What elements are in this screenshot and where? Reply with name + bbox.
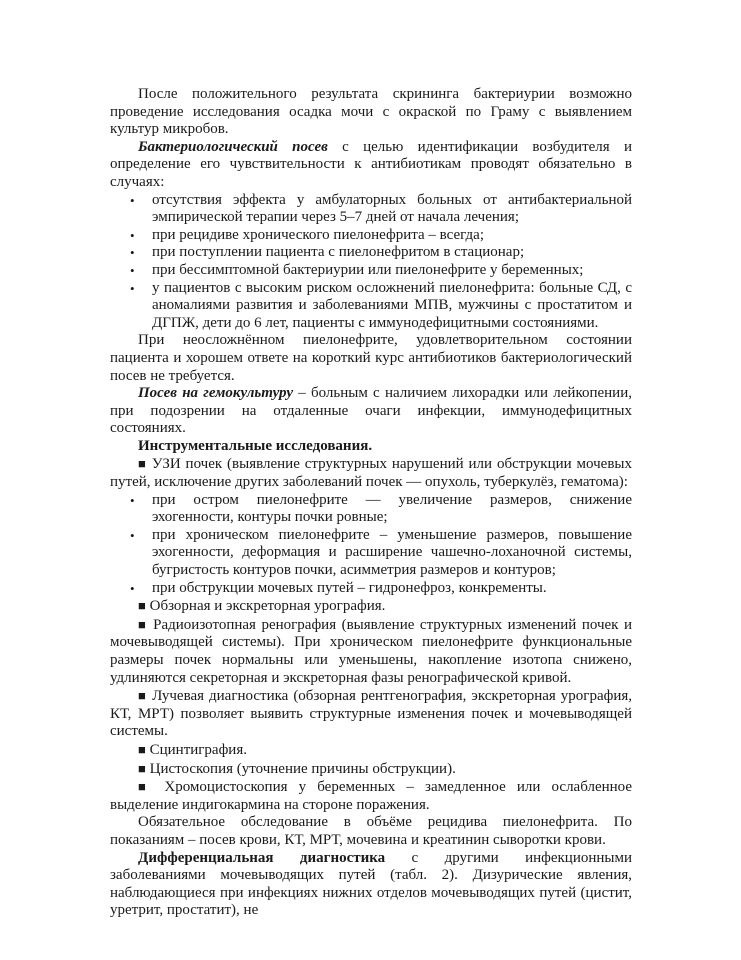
paragraph-mandatory-exam: Обязательное обследование в объёме рецидива пиелонефрита. По показаниям – посев крови, КТ, МРТ, мочевина и креатинин сыворотки крови. — [110, 814, 632, 848]
square-bullet-icon: ■ — [138, 456, 147, 472]
paragraph-radiology: ■ Лучевая диагностика (обзорная рентгенография, экскреторная урография, КТ, МРТ) позволяет выявить структурные изменения почек и мочевыводящей системы. — [110, 688, 632, 740]
list-item: • при бессимптомной бактериурии или пиелонефрите у беременных; — [130, 261, 584, 278]
list-item: • отсутствия эффекта у амбулаторных больных от антибактериальной эмпирической терапии через 5–7 дней от начала лечения; — [130, 191, 632, 226]
paragraph-blood-culture — [110, 385, 632, 438]
square-bullet-icon: ■ — [138, 760, 146, 776]
list-item: • при остром пиелонефрите — увеличение размеров, снижение эхогенности, контуры почки ровные; — [130, 491, 632, 526]
paragraph-cystoscopy: ■ Цистоскопия (уточнение причины обструкции). — [138, 760, 456, 777]
bullet-icon: • — [130, 245, 135, 261]
list-item: • при рецидиве хронического пиелонефрита – всегда; — [130, 226, 484, 243]
term-blood-culture: Посев на гемокультуру — [138, 385, 293, 402]
document-page — [110, 86, 632, 920]
paragraph-ultrasound: ■ УЗИ почек (выявление структурных нарушений или обструкции мочевых путей, исключение других заболеваний почек — опухоль, туберкулёз, гематома): — [110, 456, 633, 491]
paragraph-gram-stain: После положительного результата скрининга бактериурии возможно проведение исследования осадка мочи с окраской по Граму с выявлением культур микробов. — [110, 86, 632, 138]
section-heading-instrumental: Инструментальные исследования. — [138, 437, 373, 454]
paragraph-chromocystoscopy: ■ Хромоцистоскопия у беременных – замедленное или ослабленное выделение индигокармина на стороне поражения. — [110, 779, 633, 813]
term-bacteriological-culture: Бактериологический посев — [138, 138, 328, 155]
text-differential: с другими инфекционными заболеваниями мочевыводящих путей (табл. 2). Дизурические явления, наблюдающиеся при инфекциях нижних отделов мочевыводящих путей (цистит, уретрит, простатит), не — [110, 849, 633, 919]
square-bullet-icon: ■ — [138, 741, 146, 757]
square-bullet-icon: ■ — [138, 616, 148, 632]
text-blood-culture: – больным с наличием лихорадки или лейкопении, при подозрении на отдаленные очаги инфекции, иммунодефицитных состояниях. — [110, 385, 632, 437]
bullet-icon: • — [130, 280, 135, 296]
bullet-icon: • — [130, 527, 135, 543]
list-item: • у пациентов с высоким риском осложнений пиелонефрита: больные СД, с аномалиями развития и заболеваниями МПВ, мужчины с простатитом и ДГПЖ, дети до 6 лет, пациенты с иммунодефицитными состояниями. — [130, 279, 632, 331]
bullet-icon: • — [130, 580, 135, 596]
square-bullet-icon: ■ — [138, 688, 148, 704]
paragraph-differential — [110, 850, 632, 920]
text-bacteriological-culture: с целью идентификации возбудителя и определение его чувствительности к антибиотикам проводят обязательно в случаях: — [110, 138, 633, 190]
paragraph-scintigraphy: ■ Сцинтиграфия. — [138, 741, 247, 758]
list-item: • при обструкции мочевых путей – гидронефроз, конкременты. — [130, 579, 547, 596]
bullet-icon: • — [130, 192, 135, 208]
ultrasound-findings-list — [110, 492, 632, 598]
list-item: • при поступлении пациента с пиелонефритом в стационар; — [130, 244, 525, 261]
square-bullet-icon: ■ — [138, 598, 146, 614]
bullet-icon: • — [130, 492, 135, 508]
paragraph-uncomplicated: При неосложнённом пиелонефрите, удовлетворительном состоянии пациента и хорошем ответе на короткий курс антибиотиков бактериологический посев не требуется. — [110, 332, 632, 384]
paragraph-renography: ■ Радиоизотопная ренография (выявление структурных изменений почек и мочевыводящей системы). При хроническом пиелонефрите функциональные размеры почек нормальны или уменьшены, накопление изотопа снижено, удлиняются секреторная и экскреторная фазы ренографической кривой. — [110, 616, 633, 686]
paragraph-bacteriological-culture — [110, 139, 632, 192]
list-item: • при хроническом пиелонефрите – уменьшение размеров, повышение эхогенности, деформация и расширение чашечно-лоханочной системы, бугристость контуров почки, асимметрия размеров и контуров; — [130, 526, 632, 579]
term-differential-diagnosis: Дифференциальная диагностика — [138, 849, 386, 866]
bullet-icon: • — [130, 262, 135, 278]
square-bullet-icon: ■ — [138, 779, 154, 795]
culture-indications-list — [110, 192, 632, 333]
paragraph-urography: ■ Обзорная и экскреторная урография. — [138, 598, 386, 615]
bullet-icon: • — [130, 227, 135, 243]
